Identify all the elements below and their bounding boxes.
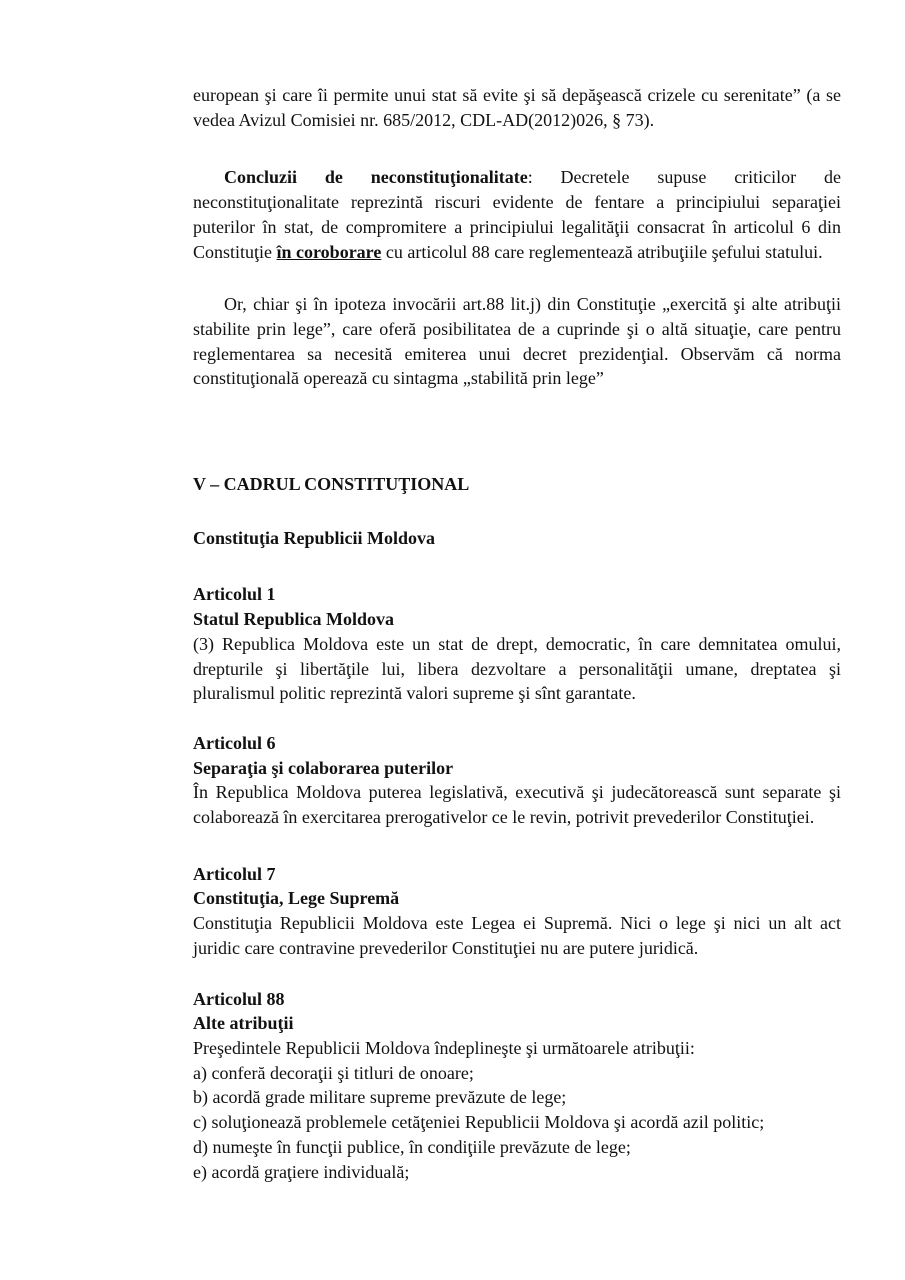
paragraph-continuation: european şi care îi permite unui stat să evite şi să depăşească crizele cu serenitate” (a se vedea Avizul Comisiei nr. 685/2012, CDL-AD(2012)026, § 73). bbox=[193, 85, 841, 130]
article-88-subtitle: Alte atribuţii bbox=[193, 1013, 294, 1034]
paragraph-conclusions bbox=[193, 165, 841, 264]
subsection-heading: Constituţia Republicii Moldova bbox=[193, 527, 436, 548]
article-7 bbox=[193, 862, 841, 961]
article-6 bbox=[193, 731, 841, 830]
article-7-subtitle: Constituţia, Lege Supremă bbox=[193, 888, 400, 909]
article-1-body: (3) Republica Moldova este un stat de drept, democratic, în care demnitatea omului, drepturile şi libertăţile lui, libera dezvoltare a personalităţii umane, dreptatea şi pluralismul politic reprezintă valori supreme şi sînt garantate. bbox=[193, 633, 841, 704]
list-item-c: c) soluţionează problemele cetăţeniei Republicii Moldova şi acordă azil politic; bbox=[193, 1112, 765, 1133]
list-item-a: a) conferă decoraţii şi titluri de onoare; bbox=[193, 1062, 474, 1083]
section-heading: V – CADRUL CONSTITUŢIONAL bbox=[193, 474, 470, 495]
article-1 bbox=[193, 582, 841, 706]
article-88-intro: Preşedintele Republicii Moldova îndeplineşte şi următoarele atribuţii: bbox=[193, 1037, 695, 1058]
conclusions-tail-text: cu articolul 88 care reglementează atribuţiile şefului statului. bbox=[381, 241, 823, 262]
conclusions-body-text: : Decretele supuse criticilor de neconstituţionalitate reprezintă riscuri evidente de fentare a principiului separaţiei puterilor în stat, de compromitere a principiului legalităţii consacrat în articolul 6 din Constituţie bbox=[193, 167, 842, 262]
paragraph-argument: Or, chiar şi în ipoteza invocării art.88 lit.j) din Constituţie „exercită şi alte atribuţii stabilite prin lege”, care oferă posibilitatea de a cuprinde şi o altă situaţie, care pentru reglementarea sa necesită emiterea unui decret prezidenţial. Observăm că norma constituţională operează cu sintagma „stabilită prin lege” bbox=[193, 294, 841, 389]
article-6-body: În Republica Moldova puterea legislativă, executivă şi judecătorească sunt separate şi colaborează în exercitarea prerogativelor ce le revin, potrivit prevederilor Constituţiei. bbox=[193, 782, 841, 828]
article-88-title: Articolul 88 bbox=[193, 988, 285, 1009]
article-7-title: Articolul 7 bbox=[193, 863, 276, 884]
article-88 bbox=[193, 987, 841, 1185]
conclusions-emphasis-underlined: în coroborare bbox=[276, 241, 382, 262]
article-7-body: Constituţia Republicii Moldova este Legea ei Supremă. Nici o lege şi nici un alt act juridic care contravine prevederilor Constituţiei nu are putere juridică. bbox=[193, 913, 841, 958]
conclusions-lead-bold: Concluzii de neconstituţionalitate bbox=[224, 167, 528, 188]
article-1-subtitle: Statul Republica Moldova bbox=[193, 609, 395, 630]
article-6-title: Articolul 6 bbox=[193, 732, 276, 753]
article-6-subtitle: Separaţia şi colaborarea puterilor bbox=[193, 757, 454, 778]
list-item-d: d) numeşte în funcţii publice, în condiţiile prevăzute de lege; bbox=[193, 1136, 631, 1157]
article-1-title: Articolul 1 bbox=[193, 584, 276, 605]
list-item-e: e) acordă graţiere individuală; bbox=[193, 1161, 410, 1182]
list-item-b: b) acordă grade militare supreme prevăzute de lege; bbox=[193, 1087, 567, 1108]
